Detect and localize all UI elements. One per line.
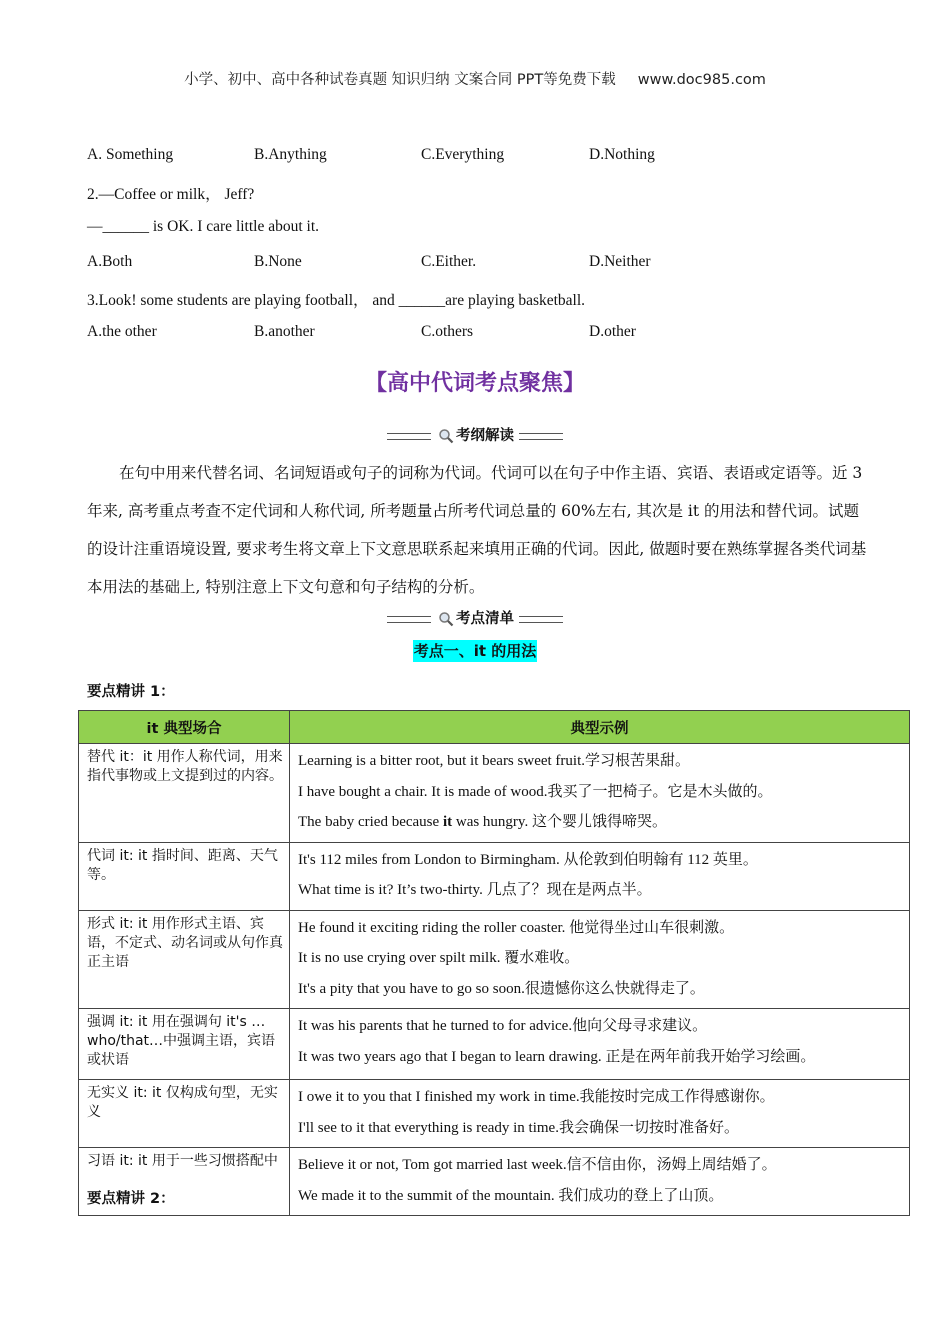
header-url[interactable]: www.doc985.com (637, 72, 766, 88)
examples-cell (290, 1009, 910, 1080)
magnifier-icon (438, 428, 454, 444)
table-row (79, 1080, 910, 1148)
topic-1-heading (0, 640, 950, 661)
usage-cell: 替代 it：it 用作人称代词，用来指代事物或上文提到过的内容。 (79, 744, 290, 843)
example-sentence: I have bought a chair. It is made of wood.我买了一把椅子。它是木头做的。 (298, 783, 773, 800)
example-sentence: It is no use crying over spilt milk. 覆水难收。 (298, 950, 580, 966)
topic-1-label: 考点一、it 的用法 (413, 642, 537, 660)
outline-heading-text: 考纲解读 (456, 428, 514, 444)
it-usage-table (78, 710, 910, 1216)
table-row (79, 744, 910, 843)
header-text: 小学、初中、高中各种试卷真题 知识归纳 文案合同 PPT等免费下载 (184, 72, 616, 88)
usage-cell: 代词 it: it 指时间、距离、天气等。 (79, 842, 290, 910)
example-sentence: I owe it to you that I finished my work in time.我能按时完成工作得感谢你。 (298, 1089, 775, 1105)
divider-left (387, 433, 431, 440)
usage-cell: 形式 it: it 用作形式主语、宾语，不定式、动名词或从句作真正主语 (79, 910, 290, 1009)
example-sentence: Learning is a bitter root, but it bears sweet fruit.学习根苦果甜。 (298, 753, 691, 769)
q3-option-b: B.another (254, 323, 315, 340)
usage-cell: 习语 it: it 用于一些习惯搭配中 (79, 1148, 290, 1216)
table-row (79, 1009, 910, 1080)
example-sentence: It's 112 miles from London to Birmingham. 从伦敦到伯明翰有 112 英里。 (298, 851, 758, 868)
usage-cell: 强调 it: it 用在强调句 it's … who/that…中强调主语，宾语或状语 (79, 1009, 290, 1080)
divider-right (519, 433, 563, 440)
divider-right (519, 616, 563, 623)
checklist-heading-text: 考点清单 (456, 611, 514, 627)
q3-option-c: C.others (421, 323, 474, 340)
q2-option-b: B.None (254, 253, 302, 270)
q1-option-d: D.Nothing (589, 146, 655, 163)
q3-option-d: D.other (589, 323, 636, 340)
example-sentence: We made it to the summit of the mountain. 我们成功的登上了山顶。 (298, 1187, 724, 1204)
section-title: 【高中代词考点聚焦】 (364, 371, 585, 396)
q2-option-c: C.Either. (421, 253, 477, 270)
table-header-examples: 典型示例 (290, 711, 910, 744)
examples-cell (290, 744, 910, 843)
q3-option-a: A.the other (87, 323, 157, 340)
q3-stem: 3.Look! some students are playing football， and ______are playing basketball. (87, 292, 586, 309)
usage-cell: 无实义 it: it 仅构成句型，无实义 (79, 1080, 290, 1148)
outline-heading (0, 424, 950, 445)
examples-cell (290, 842, 910, 910)
q1-option-a: A. Something (87, 146, 174, 163)
example-sentence: It's a pity that you have to go so soon.很遗憾你这么快就得走了。 (298, 980, 705, 997)
table-header-usage: it 典型场合 (79, 711, 290, 744)
q1-option-c: C.Everything (421, 146, 505, 163)
outline-paragraph: 在句中用来代替名词、名词短语或句子的词称为代词。代词可以在句子中作主语、宾语、表语或定语等。近 3 年来, 高考重点考查不定代词和人称代词, 所考题量占所考代词总量的 60%左右, 其次是 it 的用法和替代词。试题的设计注重语境设置, 要求考生将文章上下文意思联系起来填用正确的代词。因此, 做题时要在熟练掌握各类代词基本用法的基础上, 特别注意上下文句意和句子结构的分析。 (87, 464, 867, 596)
example-sentence: Believe it or not, Tom got married last week.信不信由你，汤姆上周结婚了。 (298, 1157, 777, 1173)
example-sentence: What time is it? It’s two-thirty. 几点了？现在是两点半。 (298, 882, 652, 898)
table-row (79, 910, 910, 1009)
q2-option-d: D.Neither (589, 253, 651, 270)
point-2-label: 要点精讲 2： (87, 1191, 175, 1207)
q2-answer-line: —______ is OK. I care little about it. (87, 218, 320, 235)
table-header-row (79, 711, 910, 744)
example-sentence: It was his parents that he turned to for advice.他向父母寻求建议。 (298, 1018, 708, 1034)
examples-cell (290, 1080, 910, 1148)
q1-option-b: B.Anything (254, 146, 327, 163)
page-header (0, 68, 950, 89)
magnifier-icon (438, 611, 454, 627)
example-sentence: The baby cried because it was hungry. 这个婴儿饿得啼哭。 (298, 814, 667, 830)
table-row (79, 1148, 910, 1216)
checklist-heading (0, 607, 950, 628)
q2-option-a: A.Both (87, 253, 133, 270)
table-row (79, 842, 910, 910)
examples-cell (290, 1148, 910, 1216)
example-sentence: He found it exciting riding the roller coaster. 他觉得坐过山车很刺激。 (298, 919, 735, 936)
q2-stem: 2.—Coffee or milk， Jeff? (87, 186, 255, 203)
examples-cell (290, 910, 910, 1009)
example-sentence: I'll see to it that everything is ready in time.我会确保一切按时准备好。 (298, 1119, 739, 1136)
divider-left (387, 616, 431, 623)
point-1-label: 要点精讲 1： (87, 684, 175, 700)
example-sentence: It was two years ago that I began to learn drawing. 正是在两年前我开始学习绘画。 (298, 1048, 816, 1065)
